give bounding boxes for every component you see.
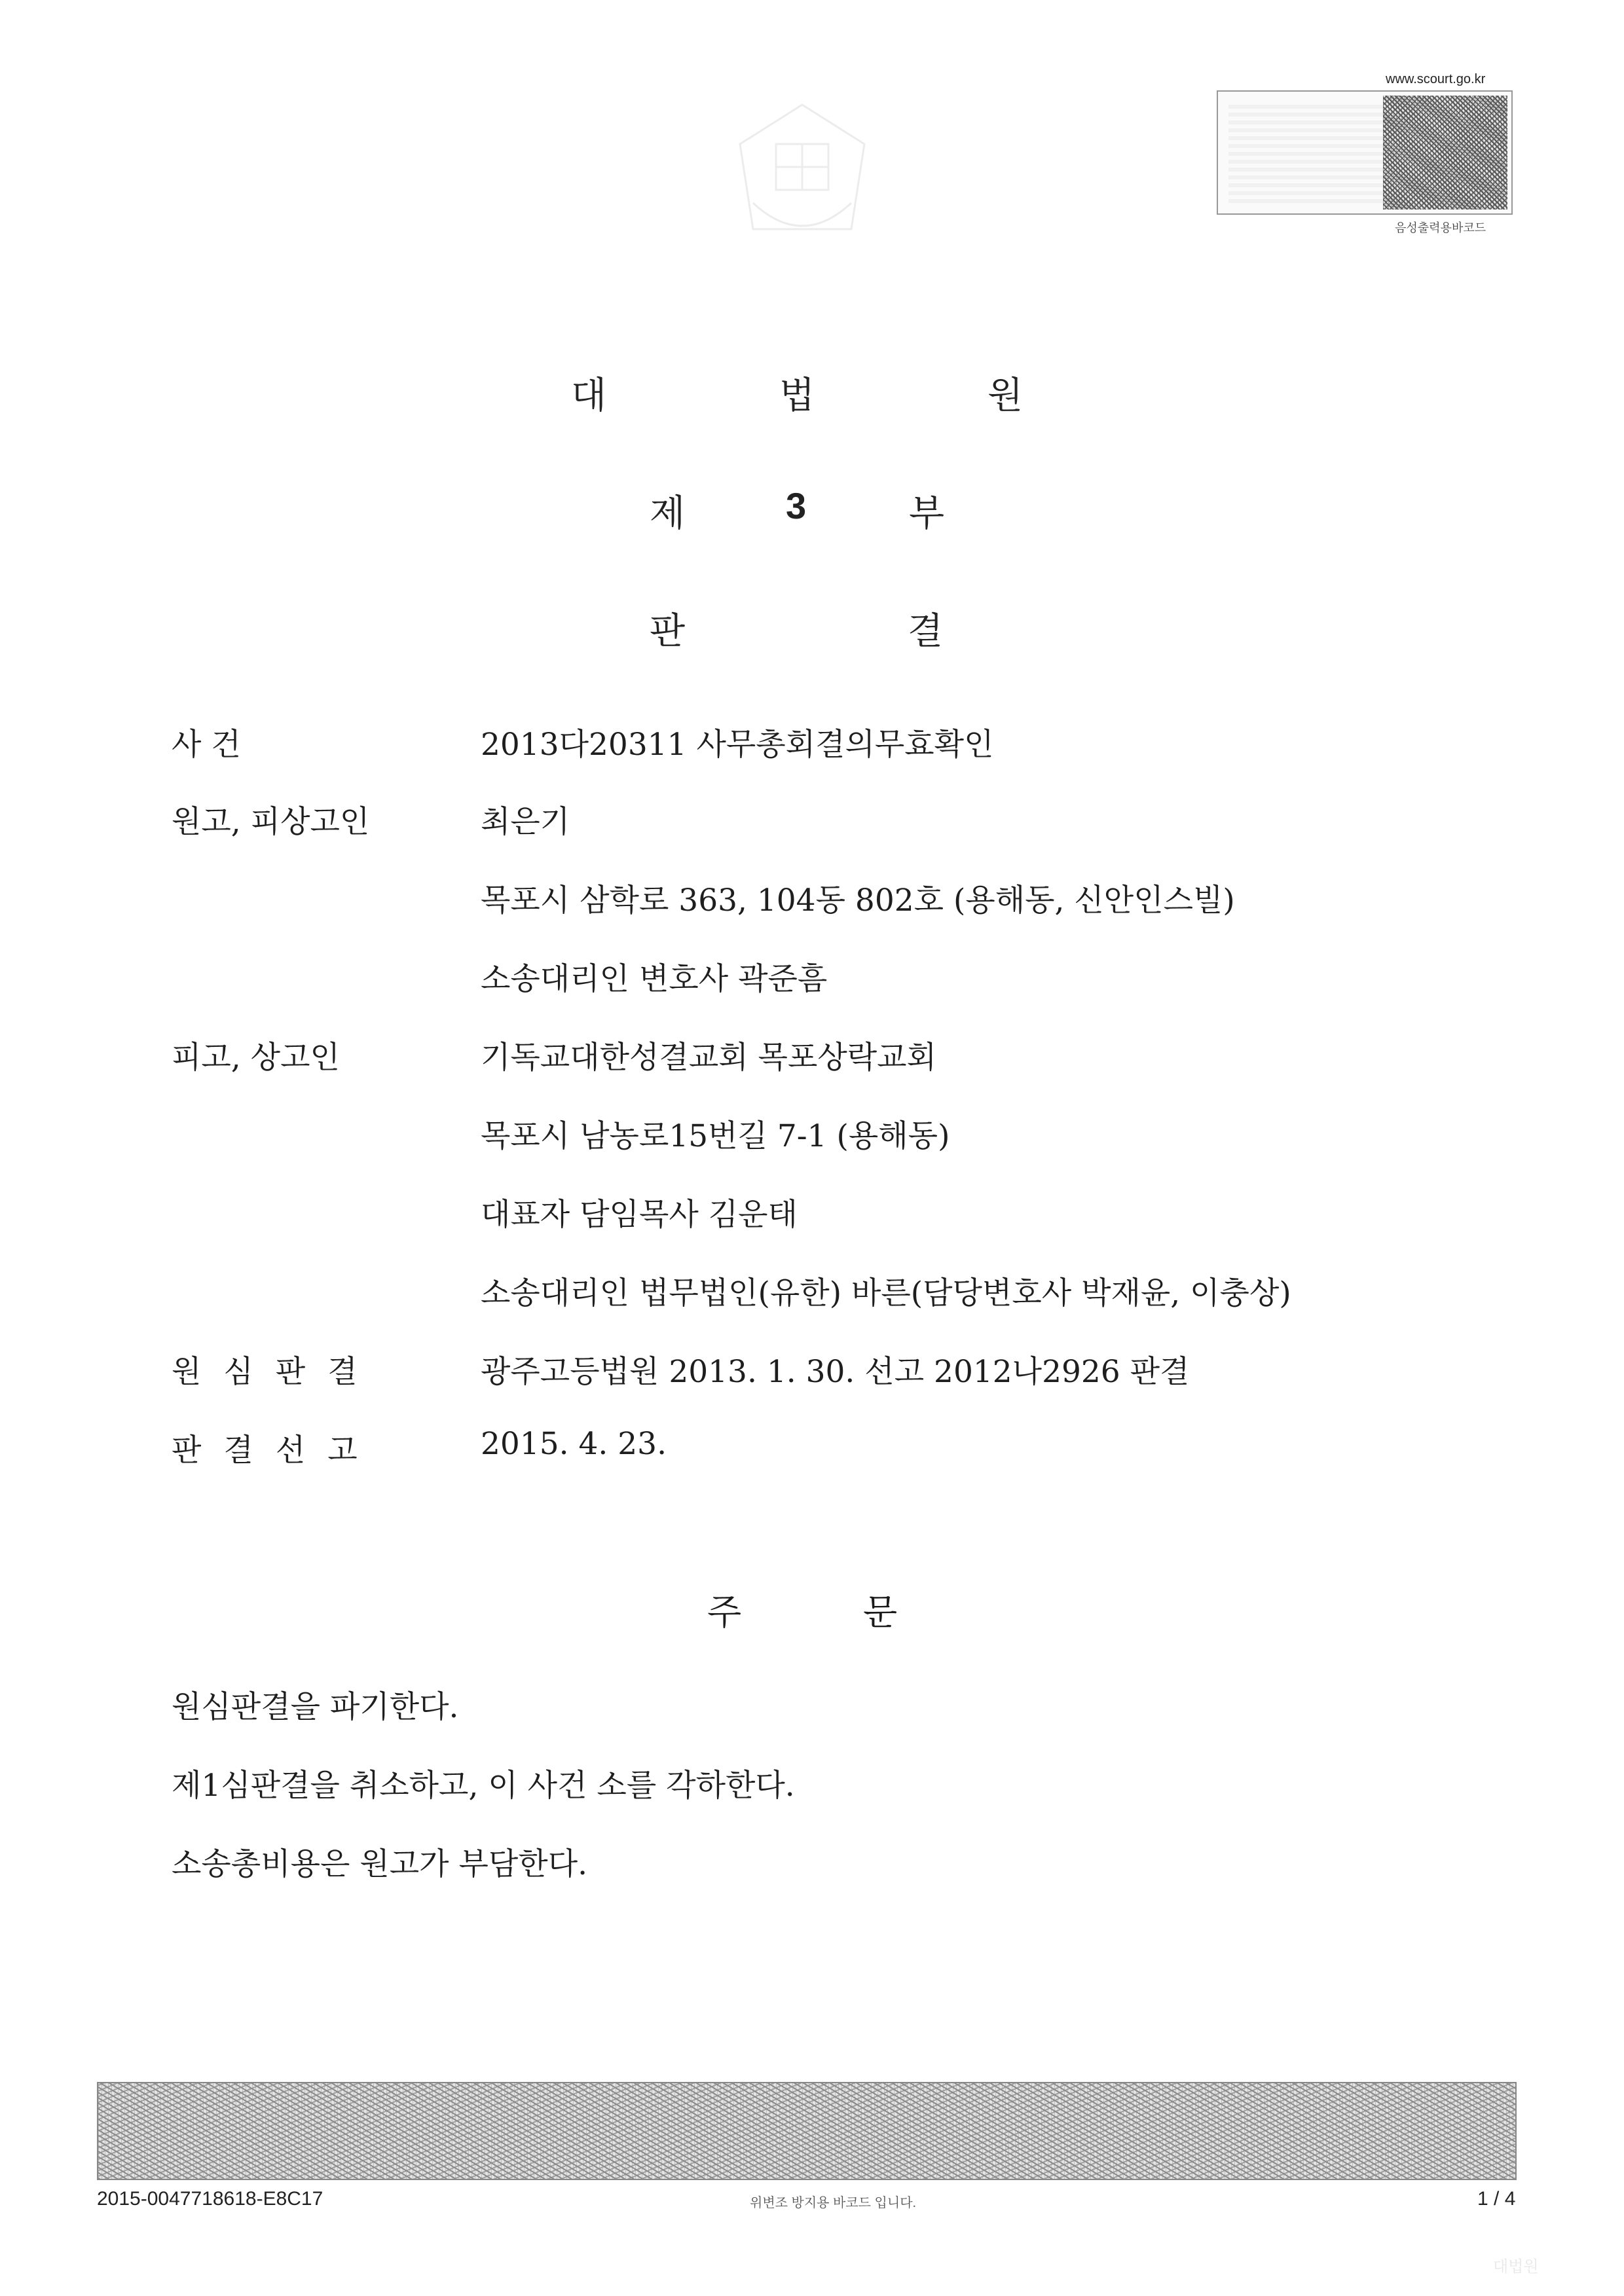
defendant-counsel: 소송대리인 법무법인(유한) 바른(담당변호사 박재윤, 이충상) <box>481 1275 1291 1311</box>
judgment-date: 2015. 4. 23. <box>481 1426 667 1462</box>
label-original-judgment: 원심판결 <box>172 1354 380 1390</box>
case-number-title: 2013다20311 사무총회결의무효확인 <box>481 727 994 763</box>
defendant-address: 목포시 남농로15번길 7-1 (용해동) <box>481 1118 950 1154</box>
judgment-title-char: 판 <box>650 610 686 653</box>
order-paragraph: 원심판결을 파기한다. <box>172 1689 459 1725</box>
original-judgment: 광주고등법원 2013. 1. 30. 선고 2012나2926 판결 <box>481 1354 1190 1390</box>
order-heading-char: 주 <box>707 1592 742 1633</box>
voice-output-barcode <box>1217 90 1513 215</box>
order-paragraph: 소송총비용은 원고가 부담한다. <box>172 1846 588 1882</box>
title-court-char: 원 <box>987 374 1024 417</box>
order-paragraph: 제1심판결을 취소하고, 이 사건 소를 각하한다. <box>172 1768 795 1804</box>
label-plaintiff: 원고, 피상고인 <box>172 804 370 840</box>
court-emblem-watermark-icon <box>727 98 877 249</box>
plaintiff-address: 목포시 삼학로 363, 104동 802호 (용해동, 신안인스빌) <box>481 883 1235 919</box>
plaintiff-name: 최은기 <box>481 804 570 840</box>
faded-stamp <box>1228 105 1386 203</box>
site-url: www.scourt.go.kr <box>1386 72 1486 86</box>
title-court-char: 법 <box>779 374 815 417</box>
label-defendant: 피고, 상고인 <box>172 1040 340 1076</box>
court-watermark: 대법원 <box>1493 2258 1539 2276</box>
division-char: 부 <box>909 492 945 535</box>
order-heading-char: 문 <box>863 1592 898 1633</box>
division-char: 제 <box>650 492 686 535</box>
label-judgment-date: 판결선고 <box>172 1432 380 1468</box>
label-case: 사 건 <box>172 727 241 763</box>
anti-forgery-barcode <box>97 2082 1517 2180</box>
judgment-title-char: 결 <box>908 610 944 653</box>
barcode-caption: 음성출력용바코드 <box>1395 221 1486 234</box>
division-number: 3 <box>786 485 807 526</box>
page-number: 1 / 4 <box>1477 2188 1516 2210</box>
barcode-notice: 위변조 방지용 바코드 입니다. <box>750 2196 917 2210</box>
title-court-char: 대 <box>571 374 607 417</box>
defendant-name: 기독교대한성결교회 목포상락교회 <box>481 1040 936 1076</box>
document-id: 2015-0047718618-E8C17 <box>97 2188 323 2210</box>
defendant-representative: 대표자 담임목사 김운태 <box>481 1197 798 1233</box>
2d-barcode-icon <box>1383 96 1507 210</box>
plaintiff-counsel: 소송대리인 변호사 곽준흠 <box>481 961 828 997</box>
